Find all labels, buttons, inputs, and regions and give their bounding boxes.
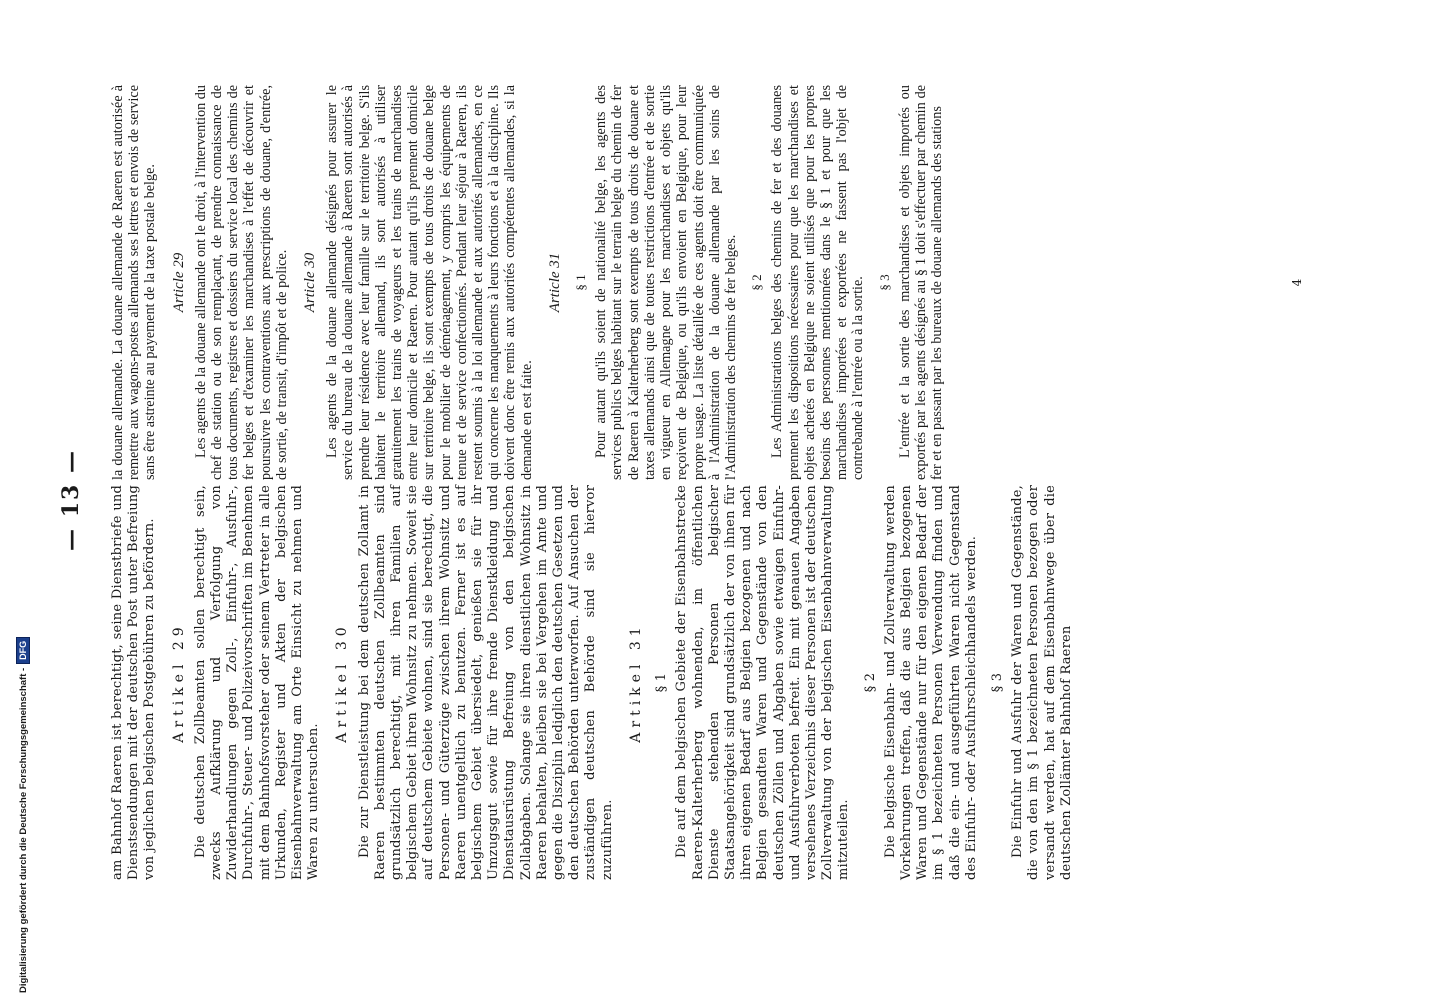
german-section-2-text: Die belgische Eisenbahn- und Zollverwaltung werden Vorkehrungen treffen, daß die aus Belgien bezogenen Waren und Gegenstände nur für den eigenen Bedarf der im § 1 bezeichneten Personen Verwendung finden und daß die ein- und ausgeführten Waren nicht Gegenstand des Einfuhr- oder Ausfuhrschleichhandels werden. bbox=[882, 485, 979, 880]
digitization-footer bbox=[12, 8, 34, 993]
german-article-29-title: Artikel 29 bbox=[170, 622, 187, 743]
page-number: — 13 — bbox=[58, 449, 84, 551]
french-section-3-text: L'entrée et la sortie des marchandises et objets importés ou exportés par les agents désignés au § 1 doit s'effectuer par chemin de fer et en passant par les bureaux de douane allemands des stations bbox=[896, 85, 946, 480]
german-section-2-title: § 2 bbox=[862, 672, 878, 693]
french-intro: la douane allemande. La douane allemande de Raeren est autorisée à remettre aux wagons-postes allemands ses lettres et envois de service sans être astreinte au payement de la taxe postale belge. bbox=[110, 85, 159, 480]
german-section-3-title: § 3 bbox=[989, 672, 1005, 693]
german-section-1-text: Die auf dem belgischen Gebiete der Eisenbahnstrecke Raeren-Kalterherberg wohnenden, im öffentlichen Dienste stehenden Personen belgischer Staatsangehörigkeit sind grundsätzlich der von ihnen für ihren eigenen Bedarf aus Belgien bezogenen und nach Belgien gesandten Waren und Gegenstände von den deutschen Zöllen und Abgaben sowie etwaigen Einfuhr- und Ausfuhrverboten befreit. Ein mit genauen Angaben versehenes Verzeichnis dieser Personen ist der deutschen Zollverwaltung von der belgischen Eisenbahnverwaltung mitzuteilen. bbox=[674, 485, 852, 880]
french-section-2-text: Les Administrations belges des chemins de fer et des douanes prennent les dispositions nécessaires pour que les marchandises et objets achetés en Belgique ne soient utilisés que pour les propres besoins des personnes mentionnées dans le § 1 et pour que les marchandises importées et exportées ne fassent pas l'objet de contrebande à l'entrée ou à la sortie. bbox=[769, 85, 867, 480]
german-article-31-title: Artikel 31 bbox=[627, 622, 644, 743]
french-section-3-title: § 3 bbox=[876, 274, 892, 291]
french-section-1-title: § 1 bbox=[573, 274, 589, 291]
signature-mark: 4 bbox=[1290, 278, 1304, 287]
german-intro: am Bahnhof Raeren ist berechtigt, seine Dienstbriefe und Dienstsendungen mit der deutschen Post unter Befreiung von jeglichen belgischen Postgebühren zu befördern. bbox=[110, 485, 158, 880]
french-article-29-title: Article 29 bbox=[170, 252, 187, 313]
german-section-3-text: Die Einfuhr und Ausfuhr der Waren und Gegenstände, die von den im § 1 bezeichneten Personen bezogen oder versandt werden, hat auf dem Eisenbahnwege über die deutschen Zollämter Bahnhof Raeren bbox=[1010, 485, 1074, 880]
french-column bbox=[110, 85, 947, 480]
footer-text: Digitalisierung gefördert durch die Deutsche Forschungsgemeinschaft - bbox=[17, 667, 29, 993]
dfg-logo-icon: DFG bbox=[16, 637, 30, 664]
french-section-1-text: Pour autant qu'ils soient de nationalité belge, les agents des services publics belges habitant sur le terrain belge du chemin de fer de Raeren à Kalterherberg sont exempts de tous droits de douane et taxes allemands ainsi que de toutes restrictions d'entrée et de sortie en vigueur en Allemagne pour les marchandises et objets qu'ils reçoivent de Belgique, ou qu'ils envoient en Belgique, pour leur propre usage. La liste détaillée de ces agents doit être communiquée à l'Administration de la douane allemande par les soins de l'Administration des chemins de fer belges. bbox=[593, 85, 739, 480]
french-article-30-title: Article 30 bbox=[302, 252, 319, 313]
french-article-31-title: Article 31 bbox=[546, 252, 563, 313]
french-section-2-title: § 2 bbox=[749, 274, 765, 291]
french-article-30-text: Les agents de la douane allemande désignés pour assurer le service du bureau de la douane allemande à Raeren sont autorisés à prendre leur résidence avec leur famille sur le territoire belge. S'ils habitent le territoire allemand, ils sont autorisés à utiliser gratuitement les trains de voyageurs et les trains de marchandises entre leur domicile et Raeren. Pour autant qu'ils prennent domicile sur territoire belge, ils sont exempts de tous droits de douane belge pour le mobilier de déménagement, y compris les équipements de tenue et de service confectionnés. Pendant leur séjour à Raeren, ils restent soumis à la loi allemande et aux autorités allemandes, en ce qui concerne les manquements à leurs fonctions et à la discipline. Ils doivent donc être remis aux autorités compétentes allemandes, si la demande en est faite. bbox=[324, 85, 535, 480]
german-article-29-text: Die deutschen Zollbeamten sollen berechtigt sein, zwecks Aufklärung und Verfolgung von Zuwiderhandlungen gegen Zoll-, Einfuhr-, Ausfuhr-, Durchfuhr-, Steuer- und Polizeivorschriften im Benehmen mit dem Bahnhofsvorsteher oder seinem Vertreter in alle Urkunden, Register und Akten der belgischen Eisenbahnverwaltung am Orte Einsicht zu nehmen und Waren zu untersuchen. bbox=[192, 485, 322, 880]
german-article-30-title: Artikel 30 bbox=[334, 622, 351, 743]
german-article-30-text: Die zur Dienstleistung bei dem deutschen Zollamt in Raeren bestimmten deutschen Zollbeamten sind grundsätzlich berechtigt, mit ihren Familien auf belgischem Gebiet ihren Wohnsitz zu nehmen. Soweit sie auf deutschem Gebiete wohnen, sind sie berechtigt, die Personen- und Güterzüge zwischen ihrem Wohnsitz und Raeren unentgeltlich zu benutzen. Ferner ist es auf belgischem Gebiet übersiedelt, genießen sie für ihr Umzugsgut sowie für ihre fremde Dienstkleidung und Dienstausrüstung Befreiung von den belgischen Zollabgaben. Solange sie ihren dienstlichen Wohnsitz in Raeren behalten, bleiben sie bei Vergehen im Amte und gegen die Disziplin lediglich den deutschen Gesetzen und den deutschen Behörden unterworfen. Auf Ansuchen der zuständigen deutschen Behörde sind sie hiervor zuzuführen. bbox=[356, 485, 615, 880]
french-article-29-text: Les agents de la douane allemande ont le droit, à l'intervention du chef de station ou de son remplaçant, de prendre connaissance de tous documents, registres et dossiers du service local des chemins de fer belges et d'examiner les marchandises à l'effet de découvrir et poursuivre les contraventions aux prescriptions de douane, d'entrée, de sortie, de transit, d'impôt et de police. bbox=[192, 85, 290, 480]
german-section-1-title: § 1 bbox=[654, 672, 670, 693]
german-column bbox=[110, 485, 1077, 880]
